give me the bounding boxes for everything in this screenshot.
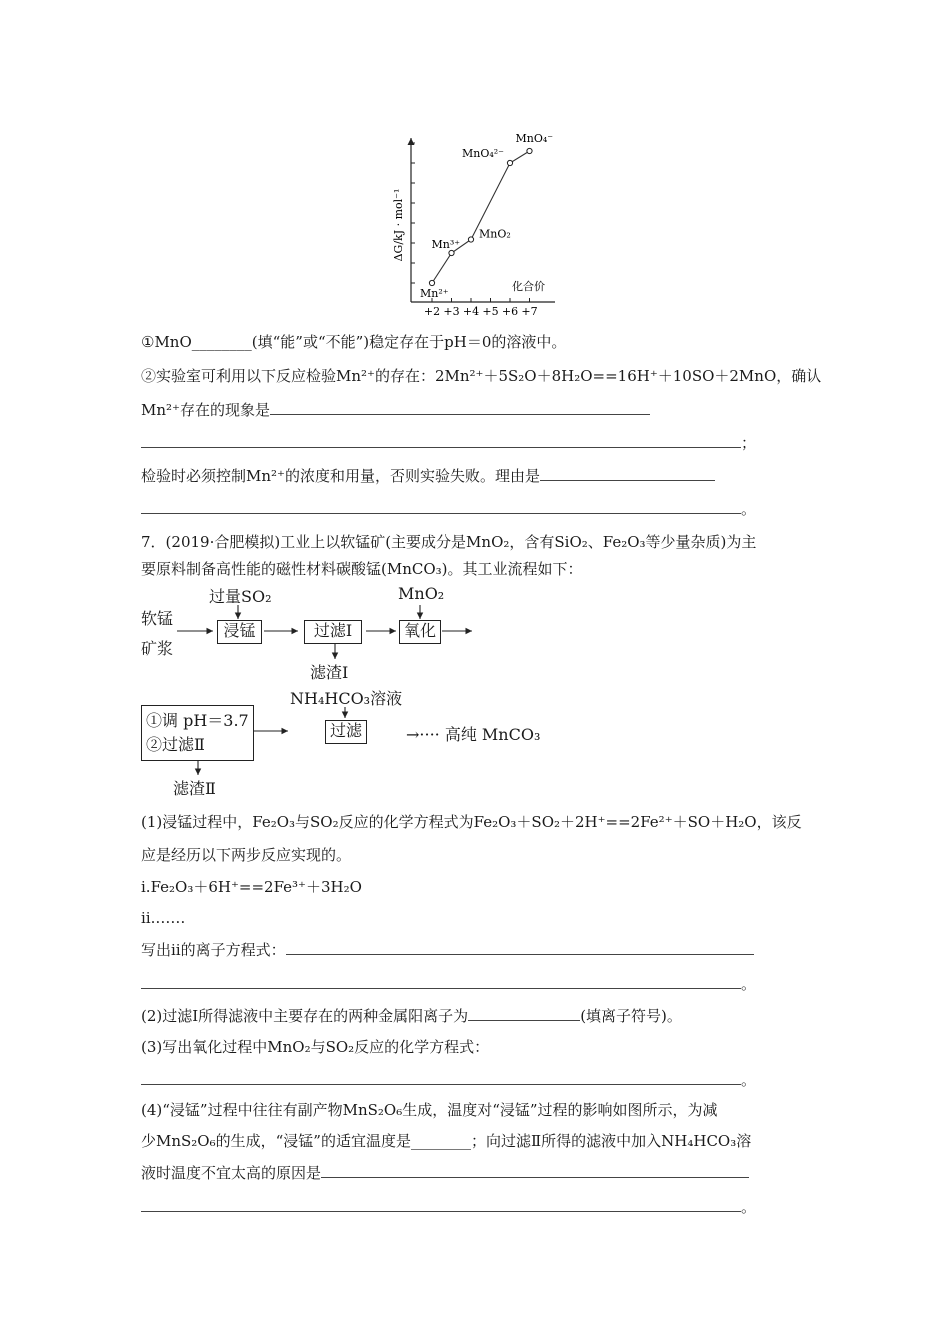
point-label: Mn³⁺	[431, 238, 461, 251]
p1-line1: (1)浸锰过程中，Fe₂O₃与SO₂反应的化学方程式为Fe₂O₃＋SO₂＋2H⁺==2Fe²⁺＋SO＋H₂O，该反	[141, 813, 802, 831]
x-tick-label: +6	[501, 305, 519, 318]
q6-line2: ②实验室可利用以下反应检验Mn²⁺的存在：2Mn²⁺＋5S₂O＋8H₂O==16H⁺＋10SO＋2MnO，确认	[141, 367, 822, 385]
q6-line6	[141, 498, 756, 519]
flow-residue2: 滤渣Ⅱ	[173, 779, 216, 798]
answer-blank[interactable]	[141, 973, 741, 989]
p4-line1: (4)“浸锰”过程中往往有副产物MnS₂O₆生成，温度对“浸锰”过程的影响如图所示，为减	[141, 1101, 718, 1119]
answer-blank[interactable]	[270, 399, 650, 415]
point-label: MnO₂	[479, 227, 511, 241]
x-axis-label: 化合价	[512, 280, 545, 293]
flow-input-line2: 矿浆	[141, 639, 174, 658]
flow-adjust-step1: ①调 pH＝3.7	[146, 711, 249, 730]
answer-blank[interactable]	[141, 1196, 741, 1212]
flow-so2: 过量SO₂	[209, 587, 272, 606]
period: 。	[741, 1198, 757, 1216]
q7-intro-line1: 7．(2019·合肥模拟)工业上以软锰矿(主要成分是MnO₂，含有SiO₂、Fe₂O₃等少量杂质)为主	[141, 533, 757, 551]
data-point	[449, 250, 454, 255]
p4-line2: 少MnS₂O₆的生成，“浸锰”的适宜温度是________；向过滤Ⅱ所得的滤液中加入NH₄HCO₃溶	[141, 1132, 752, 1150]
delta-g-graph	[380, 130, 570, 320]
q6-line5	[141, 465, 715, 486]
q6-line5-text: 检验时必须控制Mn²⁺的浓度和用量，否则实验失败。理由是	[141, 467, 540, 485]
data-point	[527, 148, 532, 153]
delta-g-curve	[432, 151, 530, 283]
p3-line2	[141, 1069, 756, 1090]
flow-box-filter1: 过滤Ⅰ	[304, 620, 362, 644]
q6-line1: ①MnO________(填“能”或“不能”)稳定存在于pH＝0的溶液中。	[141, 333, 567, 351]
flow-nh4hco3: NH₄HCO₃溶液	[290, 689, 403, 708]
answer-blank[interactable]	[286, 939, 754, 955]
p1-line3: ⅰ.Fe₂O₃＋6H⁺==2Fe³⁺＋3H₂O	[141, 878, 362, 896]
answer-blank[interactable]	[141, 1069, 741, 1085]
data-point	[429, 280, 434, 285]
p1-line5-text: 写出ⅱ的离子方程式：	[141, 941, 286, 959]
data-point	[468, 237, 473, 242]
answer-blank[interactable]	[468, 1005, 580, 1021]
answer-blank[interactable]	[141, 498, 741, 514]
flow-mno2: MnO₂	[398, 584, 445, 603]
p2-text: (2)过滤Ⅰ所得滤液中主要存在的两种金属阳离子为	[141, 1007, 469, 1025]
y-axis-label: ΔG/kJ · mol⁻¹	[392, 188, 405, 262]
point-label: MnO₄²⁻	[462, 147, 504, 160]
x-tick-label: +2	[423, 305, 441, 318]
q6-line3	[141, 399, 650, 420]
p1-line5	[141, 939, 754, 960]
flow-residue1: 滤渣Ⅰ	[310, 663, 349, 682]
flow-box-oxidize: 氧化	[399, 620, 441, 644]
flow-adjust-step2: ②过滤Ⅱ	[146, 735, 205, 754]
x-tick-label: +3	[443, 305, 460, 318]
answer-blank[interactable]	[141, 432, 741, 448]
p4-line3	[141, 1162, 749, 1183]
answer-blank[interactable]	[321, 1162, 749, 1178]
p3-line1: (3)写出氧化过程中MnO₂与SO₂反应的化学方程式：	[141, 1038, 490, 1056]
p4-line3-text: 液时温度不宜太高的原因是	[141, 1164, 322, 1182]
point-label: Mn²⁺	[420, 287, 449, 300]
q7-intro-line2: 要原料制备高性能的磁性材料碳酸锰(MnCO₃)。其工业流程如下：	[141, 560, 583, 578]
p2-text-end: (填离子符号)。	[580, 1007, 682, 1025]
point-label: MnO₄⁻	[515, 132, 554, 145]
flow-input-line1: 软锰	[141, 609, 174, 628]
flow-box-filter: 过滤	[325, 720, 367, 744]
period: 。	[741, 1071, 757, 1089]
p4-line4	[141, 1196, 756, 1217]
p2-line	[141, 1005, 682, 1026]
q6-line4	[141, 432, 756, 453]
x-tick-label: +7	[521, 305, 538, 318]
q6-line3-text: Mn²⁺存在的现象是	[141, 401, 270, 419]
flow-product: →···· 高纯 MnCO₃	[406, 725, 541, 744]
p1-line4: ⅱ.……	[141, 909, 186, 927]
x-tick-label: +5	[482, 305, 499, 318]
x-tick-label: +4	[462, 305, 480, 318]
flow-box-leach: 浸锰	[217, 620, 262, 644]
period: 。	[741, 975, 757, 993]
data-point	[507, 160, 512, 165]
p1-line2: 应是经历以下两步反应实现的。	[141, 846, 352, 864]
p1-line6	[141, 973, 756, 994]
flow-box-adjust	[141, 705, 254, 761]
period: 。	[741, 500, 757, 518]
answer-blank[interactable]	[540, 465, 715, 481]
semicolon: ；	[741, 434, 757, 452]
